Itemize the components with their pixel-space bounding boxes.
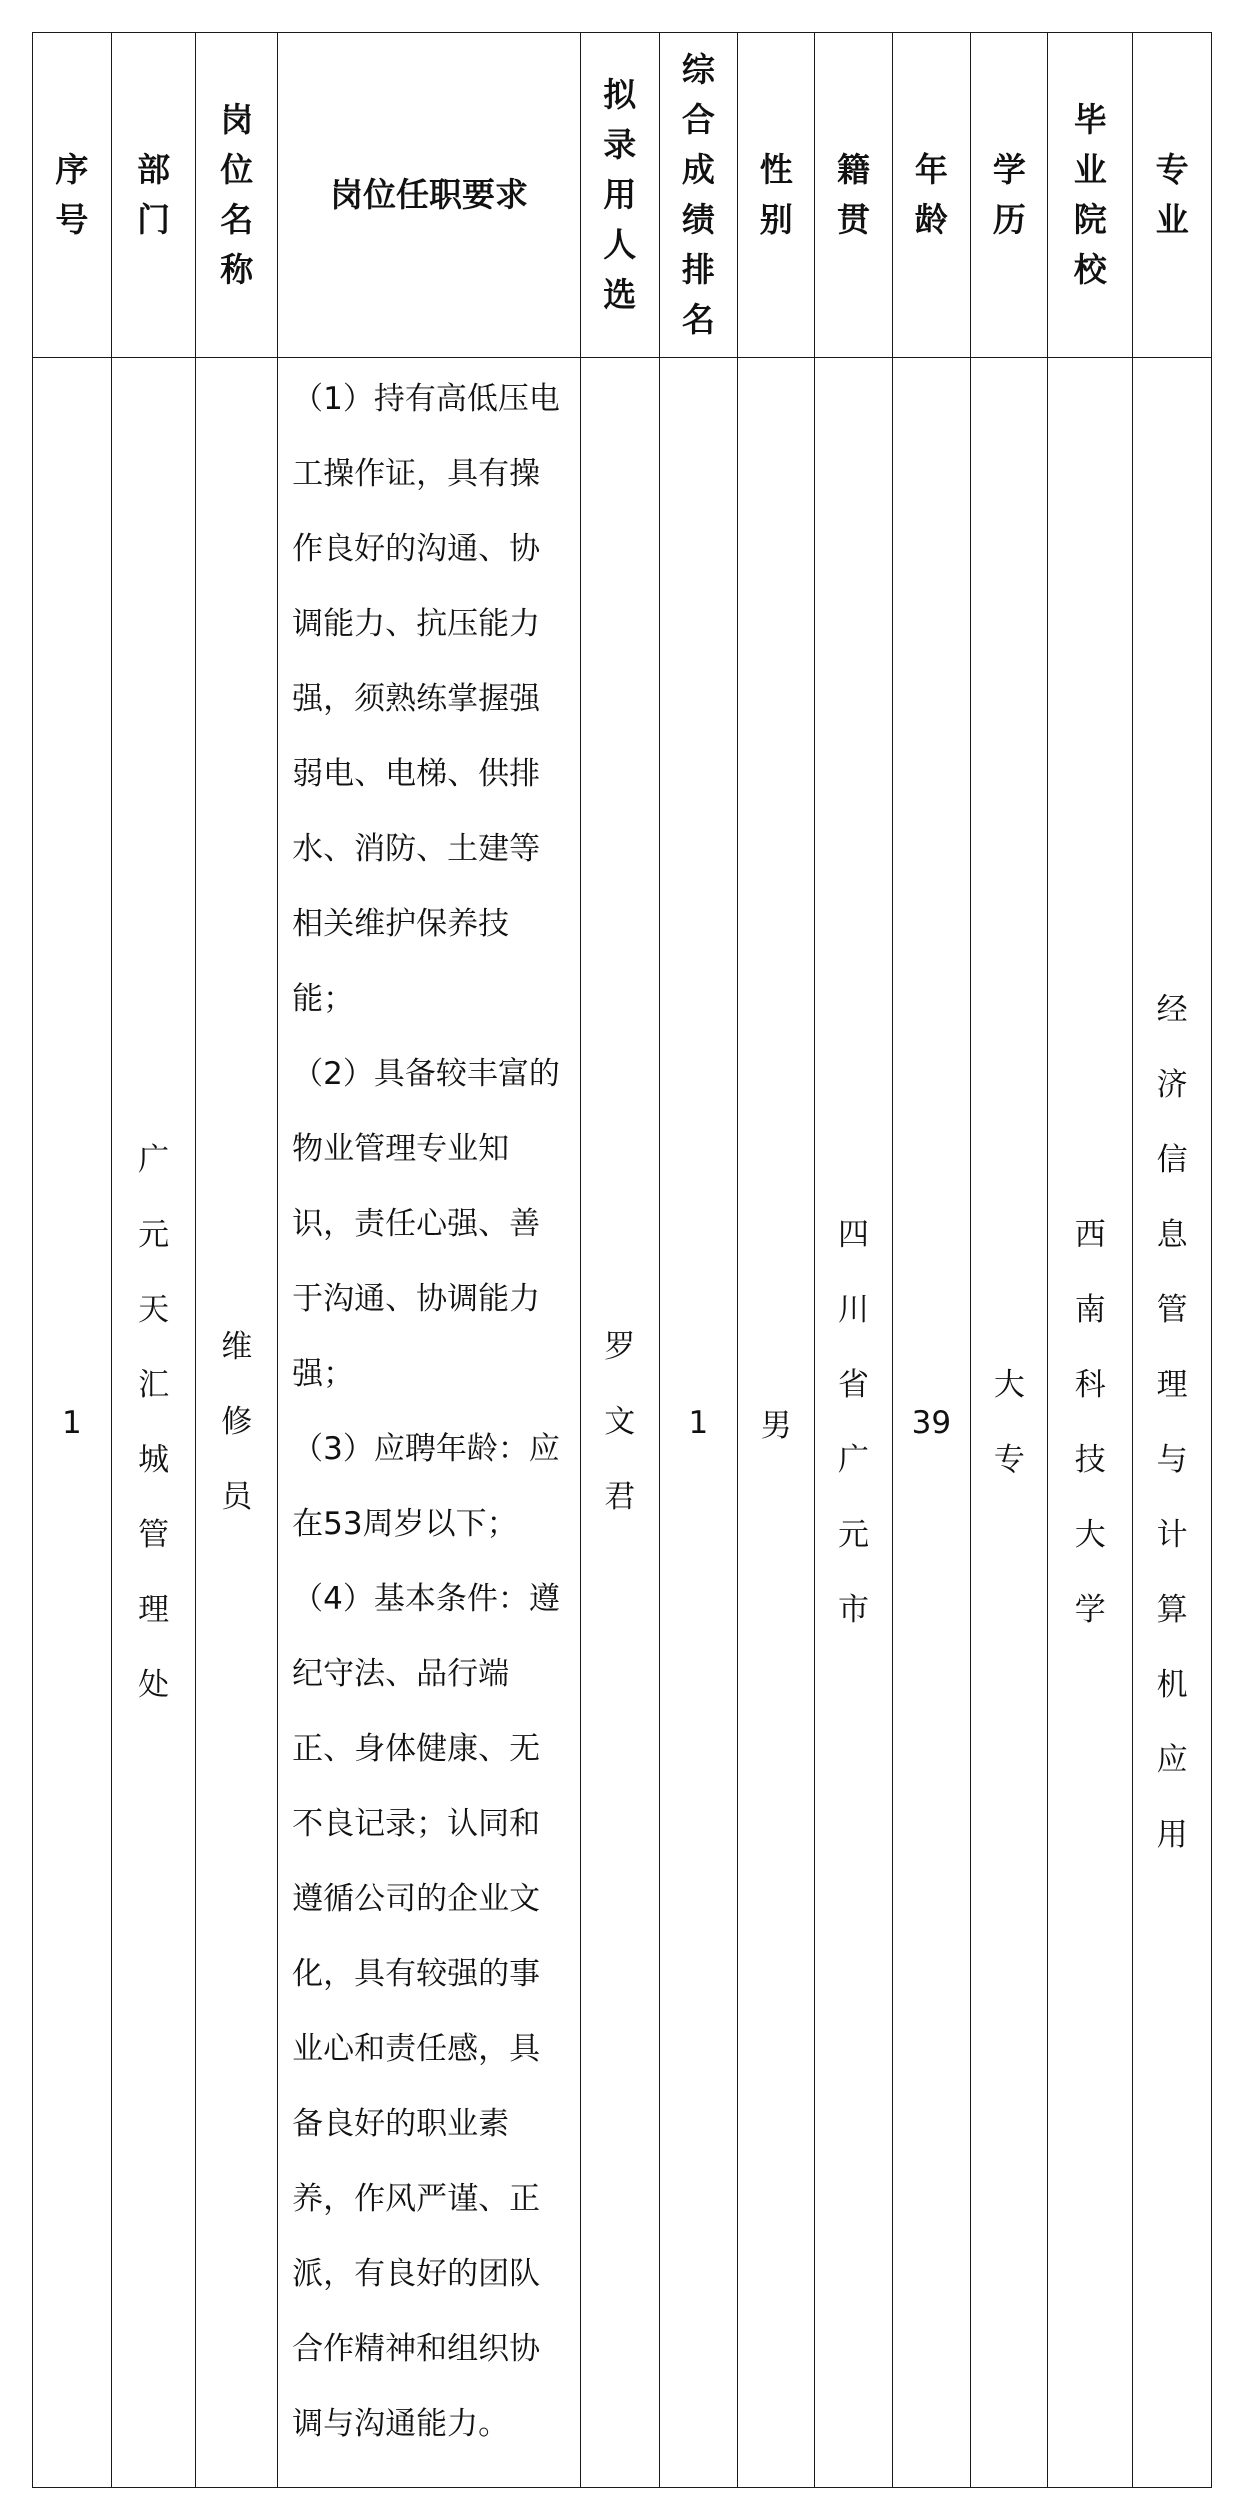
- cell-school: 西南科技大学: [1048, 358, 1133, 2488]
- cell-gender: 男: [738, 358, 815, 2488]
- header-school: 毕业院校: [1048, 33, 1133, 358]
- header-candidate: 拟录用人选: [580, 33, 659, 358]
- header-gender: 性别: [738, 33, 815, 358]
- header-age: 年龄: [892, 33, 971, 358]
- cell-origin: 四川省广元市: [815, 358, 892, 2488]
- cell-position: 维修员: [196, 358, 278, 2488]
- recruitment-table: [32, 32, 1212, 2488]
- cell-requirements: （1）持有高低压电 工操作证，具有操 作良好的沟通、协 调能力、抗压能力 强，须熟练掌握强 弱电、电梯、供排 水、消防、土建等 相关维护保养技 能； （2）具备较丰富的 物业管理专业知 识，责任心强、善 于沟通、协调能力 强； （3）应聘年龄：应 在53周岁以下； （4）基本条件：遵 纪守法、品行端 正、身体健康、无 不良记录；认同和 遵循公司的企业文 化，具有较强的事 业心和责任感，具 备良好的职业素 养，作风严谨、正 派，有良好的团队 合作精神和组织协 调与沟通能力。: [278, 358, 581, 2488]
- header-origin: 籍贯: [815, 33, 892, 358]
- header-rank: 综合成绩排名: [659, 33, 738, 358]
- cell-seq: 1: [33, 358, 112, 2488]
- header-department: 部门: [111, 33, 196, 358]
- cell-education: 大专: [971, 358, 1048, 2488]
- table-row: [33, 358, 1212, 2488]
- cell-rank: 1: [659, 358, 738, 2488]
- header-major: 专业: [1133, 33, 1212, 358]
- cell-candidate: 罗文君: [580, 358, 659, 2488]
- header-seq: 序号: [33, 33, 112, 358]
- cell-department: 广元天汇城管理处: [111, 358, 196, 2488]
- header-requirements: 岗位任职要求: [278, 33, 581, 358]
- header-position: 岗位名称: [196, 33, 278, 358]
- header-row: [33, 33, 1212, 358]
- cell-age: 39: [892, 358, 971, 2488]
- header-education: 学历: [971, 33, 1048, 358]
- cell-major: 经济信息管理与计算机应用: [1133, 358, 1212, 2488]
